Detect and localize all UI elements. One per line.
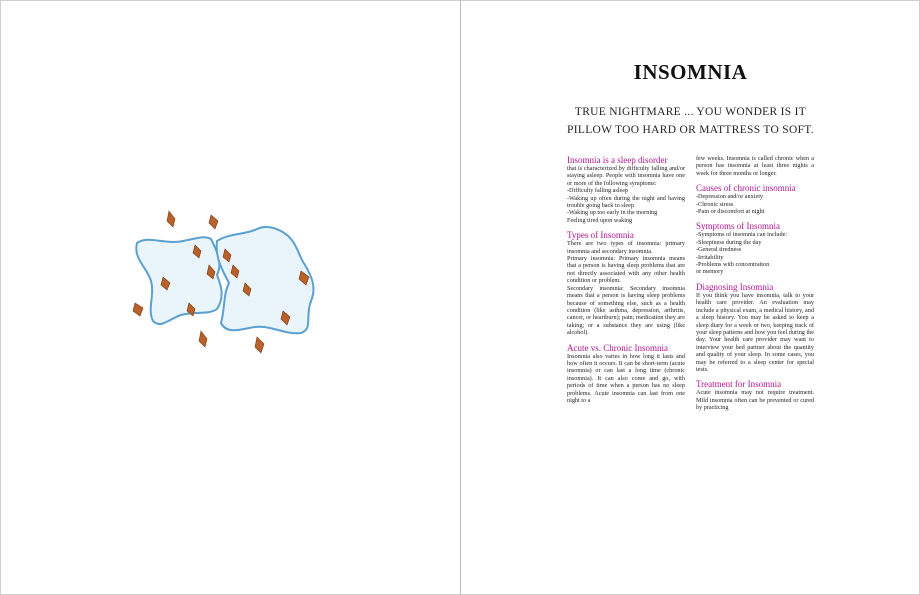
section-heading: Insomnia is a sleep disorder	[567, 155, 668, 165]
section-heading: Treatment for Insomnia	[696, 379, 782, 390]
section-body: that is characterized by difficulty falling and/or staying asleep. People with insomnia have one or more of the following symptoms: -Difficulty falling asleep -Waking up often during the night and having trouble going back to sleep -Waking up too early in the morning Feeling tired upon waking	[567, 165, 685, 224]
text-column-left	[567, 155, 685, 410]
section-body: If you think you have insomnia, talk to your health care provider. An evaluation may include a physical exam, a medical history, and a sleep history. You may be asked to keep a sleep diary for a week or two, keeping track of your sleep patterns and how you feel during the day. Your health care provider may want to interview your bed partner about the quantity and quality of your sleep. In some cases, you may be referred to a sleep center for special tests.	[696, 291, 814, 373]
right-page	[461, 0, 920, 595]
section-continuation	[696, 155, 814, 177]
section-acute-vs-chronic	[567, 343, 685, 405]
section-body: -Symptoms of insomnia can include: -Sleepiness during the day -General tiredness -Irritability -Problems with concentration or memory	[696, 231, 788, 276]
text-column-right	[696, 155, 814, 418]
section-body: -Depression and/or anxiety -Chronic stress -Pain or discomfort at night	[696, 193, 765, 216]
section-causes	[696, 183, 814, 215]
article-title: INSOMNIA	[633, 60, 748, 84]
section-diagnosing	[696, 282, 814, 373]
section-heading: Diagnosing Insomnia	[696, 281, 774, 292]
section-heading: Causes of chronic insomnia	[696, 183, 796, 194]
pillows-with-falling-leaves-illustration	[125, 205, 335, 365]
section-sleep-disorder	[567, 155, 685, 224]
section-symptoms	[696, 221, 814, 275]
article-subtitle-line1: TRUE NIGHTMARE ... YOU WONDER IS IT	[574, 106, 807, 118]
section-types	[567, 230, 685, 336]
article-subtitle-line2: PILLOW TOO HARD OR MATTRESS TO SOFT.	[567, 124, 814, 136]
section-body: Acute insomnia may not require treatment. Mild insomnia often can be prevented or cured by practicing	[696, 389, 814, 412]
section-body: Insomnia also varies in how long it lasts and how often it occurs. It can be short-term (acute insomnia) or can last a long time (chronic insomnia). It can also come and go, with periods of time when a person has no sleep problems. Acute insomnia can last from one night to a	[567, 352, 685, 404]
section-treatment	[696, 379, 814, 411]
section-heading: Acute vs. Chronic Insomnia	[567, 342, 668, 353]
section-heading: Symptoms of Insomnia	[696, 221, 781, 232]
section-body: There are two types of insomnia: primary insomnia and secondary insomnia. Primary insomnia: Primary insomnia means that a person is having sleep problems that are not directly associated with any other health condition or problem. Secondary insomnia: Secondary insomnia means that a person is having sleep problems because of something else, such as a health condition (like asthma, depression, arthritis, cancer, or heartburn); pain; medication they are taking; or a substance they are using (like alcohol).	[567, 240, 685, 337]
section-heading: Types of Insomnia	[567, 230, 634, 241]
section-body: few weeks. Insomnia is called chronic when a person has insomnia at least three nights a week for three months or longer.	[696, 155, 814, 177]
